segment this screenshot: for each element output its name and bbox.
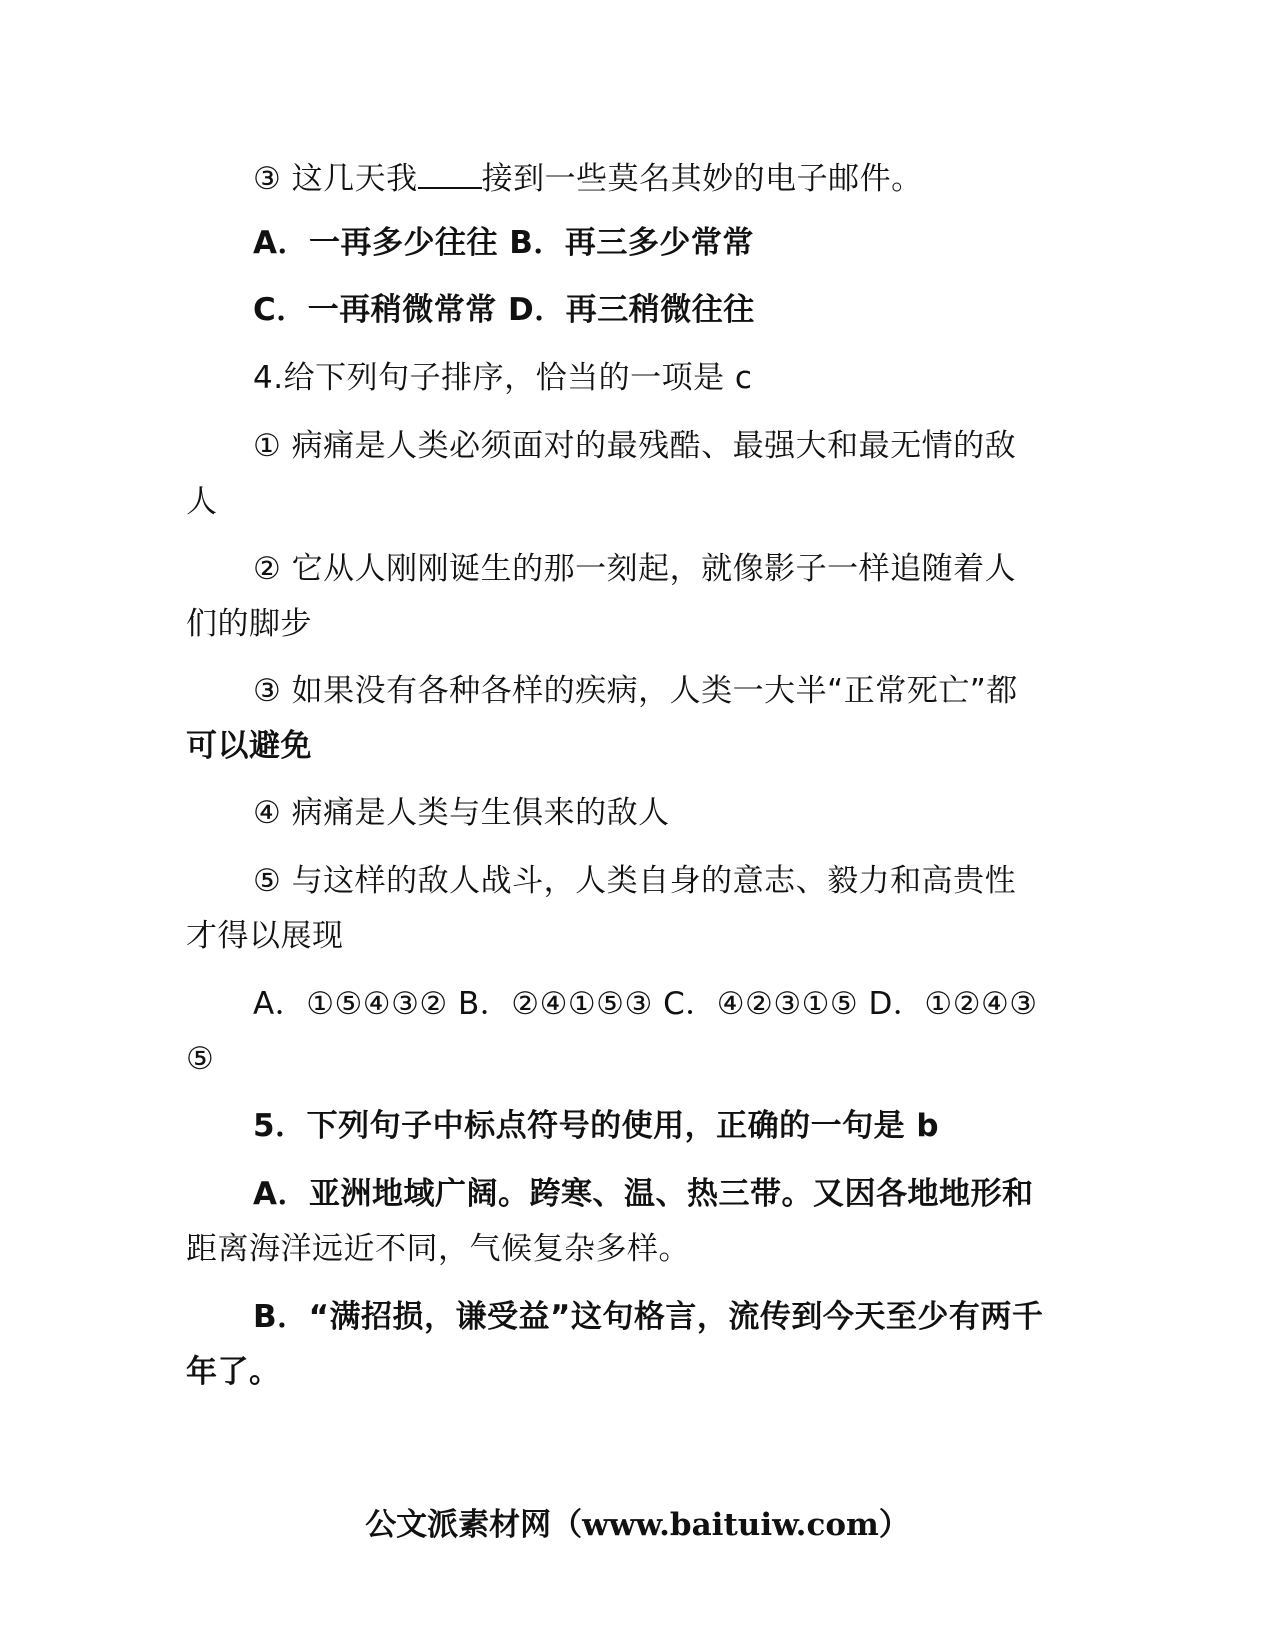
sentence-4: ④ 病痛是人类与生俱来的敌人 (253, 795, 670, 831)
sentence-5-line-1: ⑤ 与这样的敌人战斗，人类自身的意志、毅力和高贵性 (253, 863, 1017, 899)
sentence-3-line-2: 可以避免 (186, 728, 312, 764)
question-4-prompt: 4.给下列句子排序，恰当的一项是 c (253, 360, 753, 396)
sentence-2-line-1: ② 它从人刚刚诞生的那一刻起，就像影子一样追随着人 (253, 551, 1017, 587)
question-5-prompt: 5．下列句子中标点符号的使用，正确的一句是 b (253, 1108, 940, 1144)
question-3-item-3: ③ 这几天我 接到一些莫名其妙的电子邮件。 (253, 157, 923, 199)
fill-in-blank (418, 157, 482, 189)
sentence-3-line-1: ③ 如果没有各种各样的疾病，人类一大半“正常死亡”都 (253, 673, 1018, 709)
sentence-1-line-1: ① 病痛是人类必须面对的最残酷、最强大和最无情的敌 (253, 428, 1017, 464)
sentence-5-line-2: 才得以展现 (186, 918, 344, 954)
question-5-option-a-line-1: A．亚洲地域广阔。跨寒、温、热三带。又因各地地形和 (253, 1176, 1034, 1212)
page-footer-watermark: 公文派素材网（www.baituiw.com） (365, 1507, 910, 1543)
sentence-2-line-2: 们的脚步 (186, 606, 312, 642)
sentence-1-line-2: 人 (186, 484, 218, 520)
question-3-options-ab: A．一再多少往往 B．再三多少常常 (253, 225, 754, 261)
question-4-options-line-1: A．①⑤④③② B．②④①⑤③ C．④②③①⑤ D．①②④③ (253, 986, 1038, 1022)
question-5-option-b-line-2: 年了。 (186, 1354, 281, 1390)
question-5-option-a-line-2: 距离海洋远近不同，气候复杂多样。 (186, 1231, 690, 1267)
question-3-options-cd: C．一再稍微常常 D．再三稍微往往 (253, 292, 755, 328)
question-5-option-b-line-1: B．“满招损，谦受益”这句格言，流传到今天至少有两千 (253, 1299, 1044, 1335)
question-4-options-line-2: ⑤ (186, 1041, 215, 1077)
